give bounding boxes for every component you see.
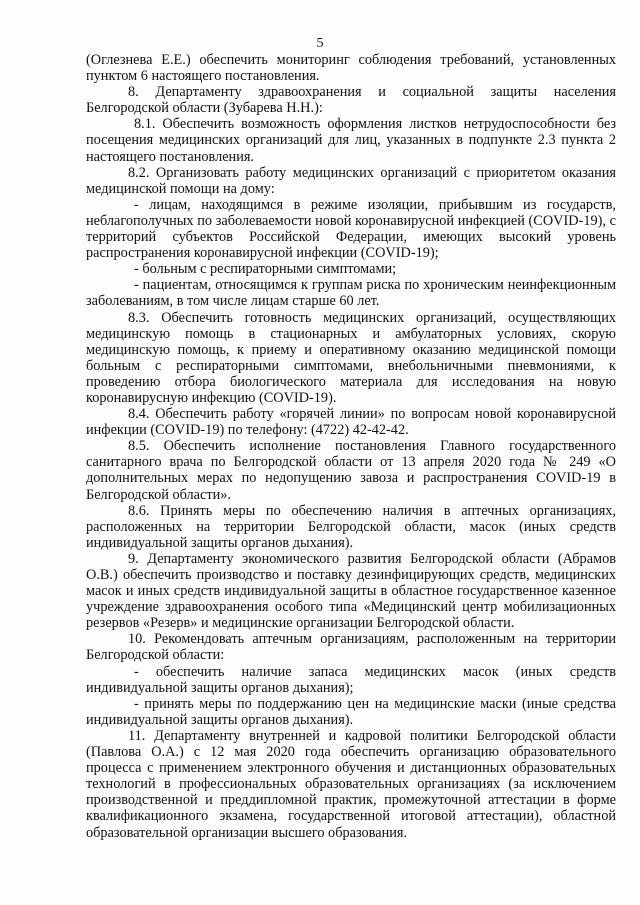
- paragraph-item-8: 8. Департаменту здравоохранения и социальной защиты населения Белгородской области (Зубарева Н.Н.):: [86, 84, 616, 117]
- paragraph-item-8-3: 8.3. Обеспечить готовность медицинских организаций, осуществляющих медицинскую помощь в стационарных и амбулаторных условиях, скорую медицинскую помощь, к приему и оперативному оказанию медицинской помощи больным с респираторными симптомами, внебольничными пневмониями, к проведению отбора биологического материала для исследования на новую коронавирусную инфекцию (COVID-19).: [86, 309, 616, 406]
- list-item-isolation: - лицам, находящимся в режиме изоляции, прибывшим из государств, неблагополучных по заболеваемости новой коронавирусной инфекцией (COVID-19), с территорий субъектов Российской Федерации, имеющих высокий уровень распространения коронавирусной инфекции (COVID-19);: [86, 196, 616, 262]
- paragraph-item-9: 9. Департаменту экономического развития Белгородской области (Абрамов О.В.) обеспечить производство и поставку дезинфицирующих средств, медицинских масок и иных средств индивидуальной защиты в областное государственное казенное учреждение здравоохранения особого типа «Медицинский центр мобилизационных резервов «Резерв» и медицинские организации Белгородской области.: [86, 550, 616, 632]
- paragraph-item-8-2: 8.2. Организовать работу медицинских организаций с приоритетом оказания медицинской помощи на дому:: [86, 164, 616, 197]
- paragraph-item-11: 11. Департаменту внутренней и кадровой политики Белгородской области (Павлова О.А.) с 12 мая 2020 года обеспечить организацию образовательного процесса с применением электронного обучения и дистанционных образовательных технологий в профессиональных образовательных организациях (за исключением производственной и преддипломной практик, промежуточной аттестации в форме квалификационного экзамена, государственной итоговой аттестации), областной образовательной организации высшего образования.: [86, 727, 616, 841]
- document-body: [86, 52, 616, 841]
- list-item-respiratory: - больным с респираторными симптомами;: [134, 261, 397, 278]
- list-item-masks-supply: - обеспечить наличие запаса медицинских масок (иных средств индивидуальной защиты органов дыхания);: [86, 663, 616, 696]
- list-item-masks-prices: - принять меры по поддержанию цен на медицинские маски (иные средства индивидуальной защиты органов дыхания).: [86, 695, 616, 728]
- paragraph-item-8-6: 8.6. Принять меры по обеспечению наличия в аптечных организациях, расположенных на территории Белгородской области, масок (иных средств индивидуальной защиты органов дыхания).: [86, 502, 616, 551]
- paragraph-item-8-4: 8.4. Обеспечить работу «горячей линии» по вопросам новой коронавирусной инфекции (COVID-19) по телефону: (4722) 42-42-42.: [86, 406, 616, 439]
- page-number: 5: [316, 36, 324, 51]
- paragraph-item-10: 10. Рекомендовать аптечным организациям, расположенным на территории Белгородской области:: [86, 631, 616, 664]
- paragraph-item-8-5: 8.5. Обеспечить исполнение постановления Главного государственного санитарного врача по Белгородской области от 13 апреля 2020 года № 249 «О дополнительных мерах по недопущению завоза и распространения COVID-19 в Белгородской области».: [86, 438, 617, 503]
- paragraph-continuation: (Оглезнева Е.Е.) обеспечить мониторинг соблюдения требований, установленных пунктом 6 настоящего постановления.: [86, 52, 616, 85]
- paragraph-item-8-1: 8.1. Обеспечить возможность оформления листков нетрудоспособности без посещения медицинских организаций для лиц, указанных в подпункте 2.3 пункта 2 настоящего постановления.: [86, 116, 616, 165]
- list-item-risk-groups: - пациентам, относящимся к группам риска по хроническим неинфекционным заболеваниям, в том числе лицам старше 60 лет.: [86, 277, 616, 310]
